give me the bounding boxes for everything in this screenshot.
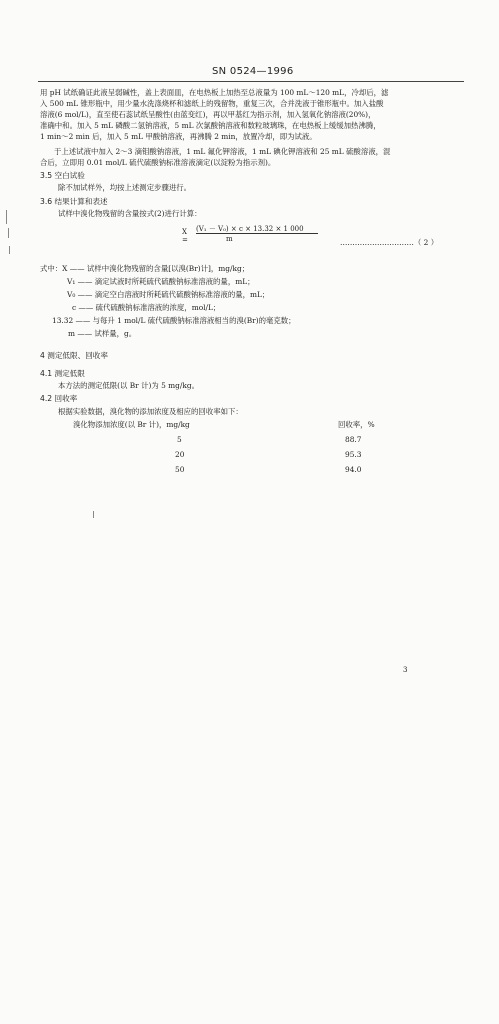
section-4-1-text: 本方法的测定低限(以 Br 计)为 5 mg/kg。 [58, 381, 199, 390]
table-cell-recovery: 94.0 [345, 465, 362, 474]
standard-number-header: SN 0524—1996 [212, 66, 294, 77]
formula-numerator: (V₁ － V₀) × c × 13.32 × 1 000 [196, 225, 304, 233]
formula-lhs: X = [182, 228, 188, 244]
variable-definition: 13.32 —— 与每升 1 mol/L 硫代硫酸钠标准溶液相当的溴(Br)的毫克数； [52, 316, 296, 325]
page-number: 3 [403, 666, 408, 674]
fraction-bar [196, 233, 318, 234]
variable-definition: V₀ —— 滴定空白溶液时所耗硫代硫酸钠标准溶液的量，mL； [67, 290, 270, 299]
section-3-5-text: 除不加试样外，均按上述测定步骤进行。 [58, 183, 192, 192]
section-4-heading: 4 测定低限、回收率 [40, 351, 108, 360]
table-cell-recovery: 88.7 [345, 435, 362, 444]
scan-mark [9, 246, 10, 254]
paragraph-line: 1 min～2 min 后，加入 5 mL 甲酸钠溶液，再沸腾 2 min，放置冷却，即为试液。 [40, 132, 317, 141]
section-3-5-heading: 3.5 空白试验 [40, 171, 85, 180]
variable-definition: m —— 试样量，g。 [68, 329, 137, 338]
section-3-6-heading: 3.6 结果计算和表述 [40, 197, 108, 206]
section-4-2-heading: 4.2 回收率 [40, 394, 78, 403]
paragraph-line: 入 500 mL 锥形瓶中，用少量水洗涤烧杯和滤纸上的残留物，重复三次，合并洗液于锥形瓶中。加入盐酸 [40, 99, 384, 108]
scan-mark [93, 511, 94, 518]
variable-definition: V₁ —— 滴定试液时所耗硫代硫酸钠标准溶液的量，mL； [67, 277, 255, 286]
section-4-1-heading: 4.1 测定低限 [40, 369, 85, 378]
paragraph-line: 于上述试液中加入 2～3 滴钼酸钠溶液，1 mL 氟化钾溶液，1 mL 碘化钾溶液和 25 mL 硫酸溶液，混 [54, 147, 391, 156]
table-header-concentration: 溴化物添加浓度(以 Br 计)，mg/kg [73, 420, 190, 429]
table-cell-concentration: 50 [175, 465, 185, 474]
paragraph-line: 用 pH 试纸确证此液呈弱碱性，盖上表面皿，在电热板上加热至总液量为 100 mL～120 mL，冷却后，滤 [40, 88, 389, 97]
header-rule [38, 81, 464, 82]
scan-mark [6, 210, 7, 224]
formula-denominator: m [226, 235, 233, 243]
variable-definition: c —— 硫代硫酸钠标准溶液的浓度，mol/L； [72, 303, 221, 312]
table-cell-concentration: 20 [175, 450, 185, 459]
paragraph-line: 溶液(6 mol/L)，直至使石蕊试纸呈酸性(由蓝变红)，再以甲基红为指示剂，加入氢氧化钠溶液(20%)， [40, 110, 376, 119]
section-4-2-text: 根据实验数据，溴化物的添加浓度及相应的回收率如下： [58, 407, 243, 416]
paragraph-line: 准确中和。加入 5 mL 磷酸二氢钠溶液，5 mL 次氯酸钠溶液和数粒玻璃珠，在电热板上缓缓加热沸腾， [40, 121, 381, 130]
section-3-6-text: 试样中溴化物残留的含量按式(2)进行计算： [58, 209, 202, 218]
paragraph-line: 合后，立即用 0.01 mol/L 硫代硫酸钠标准溶液滴定(以淀粉为指示剂)。 [40, 158, 276, 167]
table-cell-recovery: 95.3 [345, 450, 362, 459]
variable-definition: 式中：X —— 试样中溴化物残留的含量[以溴(Br)计]，mg/kg； [40, 264, 250, 273]
table-header-recovery: 回收率，% [338, 420, 375, 429]
equation-number: …………………………（ 2 ） [340, 238, 439, 247]
scan-mark [8, 228, 9, 238]
table-cell-concentration: 5 [177, 435, 182, 444]
